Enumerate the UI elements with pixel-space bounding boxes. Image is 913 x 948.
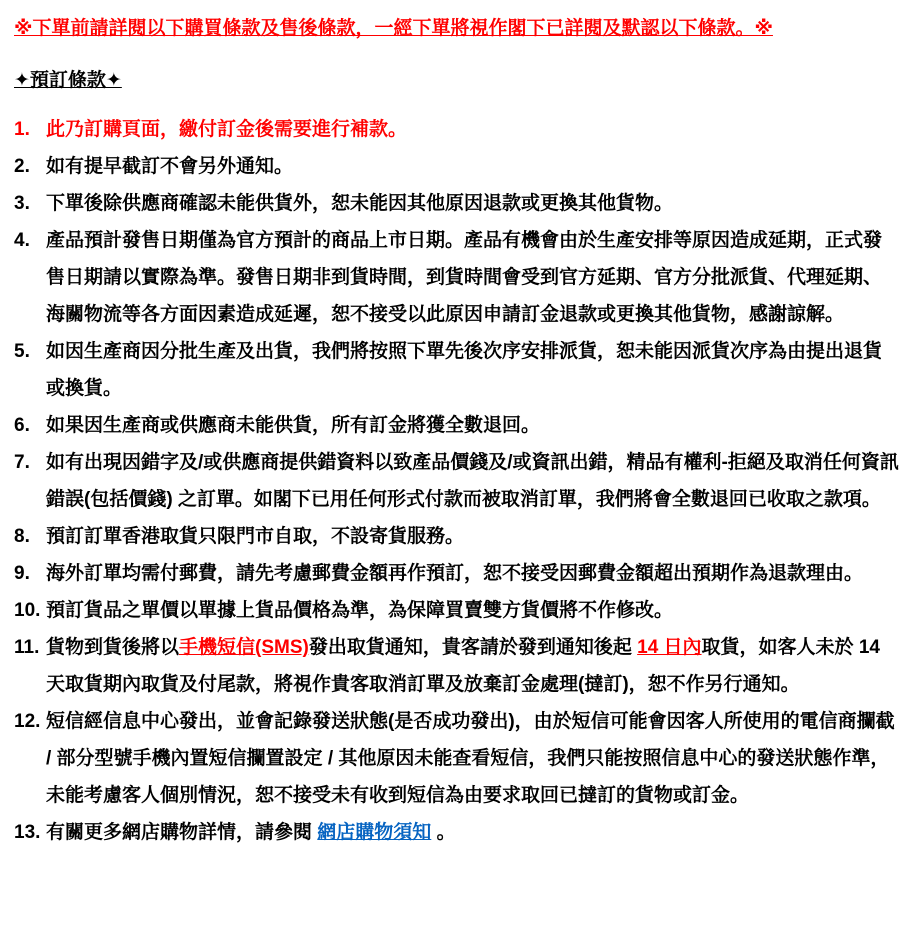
term-number: 12.	[14, 711, 41, 732]
term-number: 2.	[14, 156, 30, 177]
text-segment: 短信經信息中心發出，並會記錄發送狀態(是否成功發出)，由於短信可能會因客人所使用的電信商攔截 / 部分型號手機內置短信攔置設定 / 其他原因未能查看短信，我們只能按照信息中心的發送狀態作準，未能考慮客人個別情況，恕不接受未有收到短信為由要求取回已撻訂的貨物或訂金。	[46, 711, 895, 806]
term-text	[46, 592, 899, 629]
term-item	[14, 185, 899, 222]
text-segment: 如果因生產商或供應商未能供貨，所有訂金將獲全數退回。	[46, 415, 541, 436]
text-segment: 。	[431, 822, 456, 843]
term-item	[14, 407, 899, 444]
text-segment: 發出取貨通知，貴客請於發到通知後起	[308, 637, 638, 658]
term-number: 11.	[14, 637, 40, 658]
term-item	[14, 148, 899, 185]
term-item	[14, 814, 899, 851]
term-text	[46, 555, 899, 592]
term-item	[14, 444, 899, 518]
text-segment: 預訂訂單香港取貨只限門市自取，不設寄貨服務。	[46, 526, 465, 547]
term-text	[46, 407, 899, 444]
term-text	[46, 703, 899, 814]
text-segment: 下單後除供應商確認未能供貨外，恕未能因其他原因退款或更換其他貨物。	[46, 193, 674, 214]
term-text	[46, 333, 899, 407]
pickup-deadline-highlight: 14 日內	[637, 637, 702, 658]
term-text	[46, 814, 899, 851]
term-text	[46, 629, 899, 703]
term-number: 6.	[14, 415, 30, 436]
term-number: 8.	[14, 526, 30, 547]
text-segment: 有關更多網店購物詳情，請參閱	[46, 822, 318, 843]
text-segment: 如有提早截訂不會另外通知。	[46, 156, 294, 177]
sms-notice-highlight: 手機短信(SMS)	[179, 637, 309, 658]
term-text	[46, 518, 899, 555]
term-text	[46, 222, 899, 333]
text-segment: 貨物到貨後將以	[46, 637, 180, 658]
warning-banner: ※下單前請詳閱以下購買條款及售後條款，一經下單將視作閣下已詳閱及默認以下條款。※	[14, 18, 773, 39]
term-item	[14, 518, 899, 555]
term-number: 1.	[14, 119, 30, 140]
term-text	[46, 111, 899, 148]
text-segment: 如有出現因錯字及/或供應商提供錯資料以致產品價錢及/或資訊出錯，精品有權利-拒絕及取消任何資訊錯誤(包括價錢) 之訂單。如閣下已用任何形式付款而被取消訂單，我們將會全數退回已收取之款項。	[46, 452, 899, 510]
text-segment: 海外訂單均需付郵費，請先考慮郵費金額再作預訂，恕不接受因郵費金額超出預期作為退款理由。	[46, 563, 864, 584]
shop-notice-link[interactable]: 網店購物須知	[317, 822, 432, 843]
term-number: 3.	[14, 193, 30, 214]
term-number: 7.	[14, 452, 30, 473]
term-number: 5.	[14, 341, 30, 362]
term-text	[46, 185, 899, 222]
text-segment: 此乃訂購頁面，繳付訂金後需要進行補款。	[46, 119, 408, 140]
section-title: ✦預訂條款✦	[14, 70, 122, 91]
term-item	[14, 222, 899, 333]
terms-list	[14, 111, 899, 851]
term-item	[14, 703, 899, 814]
term-item	[14, 592, 899, 629]
term-number: 4.	[14, 230, 30, 251]
term-item	[14, 555, 899, 592]
term-item	[14, 333, 899, 407]
term-number: 10.	[14, 600, 41, 621]
text-segment: 產品預計發售日期僅為官方預計的商品上市日期。產品有機會由於生產安排等原因造成延期，正式發售日期請以實際為準。發售日期非到貨時間，到貨時間會受到官方延期、官方分批派貨、代理延期、海關物流等各方面因素造成延遲，恕不接受以此原因申請訂金退款或更換其他貨物，感謝諒解。	[46, 230, 883, 325]
term-item	[14, 629, 899, 703]
text-segment: 預訂貨品之單價以單據上貨品價格為準，為保障買賣雙方貨價將不作修改。	[46, 600, 674, 621]
text-segment: 取貨，如客人未於 14 天取貨期內取貨及付尾款，將視作貴客取消訂單及放棄訂金處理(撻訂)，恕不作另行通知。	[46, 637, 880, 695]
text-segment: 如因生產商因分批生產及出貨，我們將按照下單先後次序安排派貨，恕未能因派貨次序為由提出退貨或換貨。	[46, 341, 883, 399]
term-text	[46, 148, 899, 185]
term-number: 9.	[14, 563, 30, 584]
term-text	[46, 444, 899, 518]
term-item	[14, 111, 899, 148]
term-number: 13.	[14, 822, 41, 843]
